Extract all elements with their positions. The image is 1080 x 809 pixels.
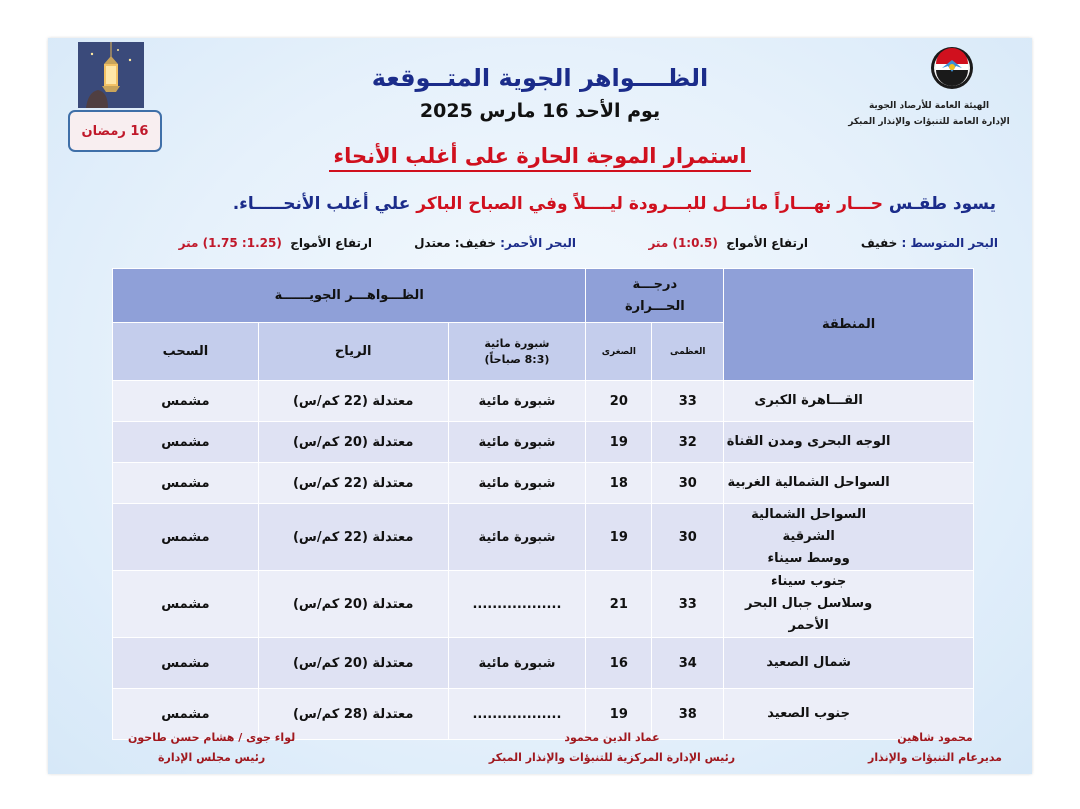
max-temp: 34 [652,638,724,689]
wind-cell: معتدلة (20 كم/س) [258,571,448,638]
max-temp: 30 [652,463,724,504]
region-name: الوجه البحرى ومدن القناة [726,434,891,449]
mediterranean-sea-state [861,236,998,250]
signature-right-name: محمود شاهين [897,731,973,744]
org-line-2: الإدارة العامة للتنبؤات والإنذار المبكر [848,117,1010,127]
fog-cell: .................. [448,571,586,638]
med-waves-label: ارتفاع الأمواج [726,236,808,250]
region-cell [724,571,974,638]
signature-left-name: لواء جوى / هشام حسن طاحون [128,731,296,744]
wind-cell: معتدلة (22 كم/س) [258,381,448,422]
med-sea-value: خفيف [860,236,898,250]
signature-center-name: عماد الدين محمود [564,731,660,744]
signature-right-title: مديرعام التنبؤات والإنذار [868,751,1002,764]
mediterranean-waves [648,236,808,250]
fog-cell: شبورة مائية [448,504,586,571]
summary-part-3: علي أغلب الأنحـــــاء. [232,194,411,214]
region-name: السواحل الشمالية الشرقية [751,507,867,544]
med-waves-value: (1:0.5) متر [648,236,718,250]
header-region: المنطقة [724,269,974,381]
fog-cell: شبورة مائية [448,422,586,463]
header-phenomena: الظـــواهـــر الجويــــــة [113,269,586,323]
region-name: القـــاهرة الكبرى [754,393,863,408]
red-sea-waves [179,236,372,250]
region-name-line-2: ووسط سيناء [767,551,850,566]
region-name: شمال الصعيد [766,655,851,670]
region-name: جنوب الصعيد [767,706,850,721]
forecast-bulletin [48,38,1032,774]
region-cell [724,381,974,422]
wind-cell: معتدلة (22 كم/س) [258,504,448,571]
min-temp: 20 [586,381,652,422]
signature-center-title: رئيس الإدارة المركزية للتنبؤات والإنذار المبكر [488,751,736,764]
min-temp: 21 [586,571,652,638]
max-temp: 32 [652,422,724,463]
clouds-cell: مشمس [113,571,259,638]
max-temp: 38 [652,689,724,740]
region-cell [724,504,974,571]
table-row [113,381,974,422]
wind-cell: معتدلة (20 كم/س) [258,422,448,463]
region-cell [724,463,974,504]
fog-cell: .................. [448,689,586,740]
header-clouds: السحب [113,323,259,381]
table-body [113,381,974,740]
fog-cell: شبورة مائية [448,463,586,504]
header-fog [448,323,586,381]
table-row [113,571,974,638]
max-temp: 33 [652,571,724,638]
fog-cell: شبورة مائية [448,381,586,422]
forecast-table [112,268,974,740]
min-temp: 19 [586,422,652,463]
table-row [113,638,974,689]
wind-cell: معتدلة (28 كم/س) [258,689,448,740]
clouds-cell: مشمس [113,463,259,504]
red-sea-state [414,236,576,250]
header-wind: الرياح [258,323,448,381]
min-temp: 18 [586,463,652,504]
region-name-line-2: وسلاسل جبال البحر الأحمر [745,596,873,633]
org-line-1: الهيئة العامة للأرصاد الجوية [868,101,990,111]
header-max: العظمى [652,323,724,381]
med-sea-label: البحر المتوسط : [897,236,998,250]
headline [48,144,1032,168]
header-fog-line-1: شبورة مائية [484,336,550,350]
min-temp: 19 [586,504,652,571]
min-temp: 16 [586,638,652,689]
red-sea-label: البحر الأحمر: [496,236,576,250]
headline-text: استمرار الموجة الحارة على أغلب الأنحاء [329,144,750,172]
wind-cell: معتدلة (22 كم/س) [258,463,448,504]
fog-cell: شبورة مائية [448,638,586,689]
signature-right [868,728,1002,768]
clouds-cell: مشمس [113,504,259,571]
min-temp: 19 [586,689,652,740]
header-temperature [586,269,724,323]
table-row [113,463,974,504]
page-title: الظــــواهر الجوية المتــوقعة [371,64,709,92]
signature-center [472,728,752,768]
clouds-cell: مشمس [113,638,259,689]
summary-part-2: حـــار نهـــاراً مائـــل للبـــرودة ليــــلاً وفي الصباح الباكر [410,194,883,214]
clouds-cell: مشمس [113,689,259,740]
header-min: الصغرى [586,323,652,381]
red-waves-value: (1.25: 1.75) متر [178,236,282,250]
region-name: السواحل الشمالية الغربية [727,475,890,490]
summary-part-1: يسود طقـس [883,194,996,214]
table-row [113,504,974,571]
max-temp: 33 [652,381,724,422]
header-fog-line-2: (8:3 صباحاً) [484,352,550,366]
red-waves-label: ارتفاع الأمواج [290,236,372,250]
clouds-cell: مشمس [113,422,259,463]
header-temp-line-2: الحـــرارة [624,298,685,314]
max-temp: 30 [652,504,724,571]
red-sea-value: خفيف: معتدل [414,236,496,250]
header-temp-line-1: درجـــة [632,276,678,292]
clouds-cell: مشمس [113,381,259,422]
ramadan-day-badge: 16 رمضان [68,110,162,152]
wind-cell: معتدلة (20 كم/س) [258,638,448,689]
forecast-date: يوم الأحد 16 مارس 2025 [419,100,661,122]
table-row [113,422,974,463]
region-cell [724,638,974,689]
region-cell [724,422,974,463]
weather-summary [233,194,996,214]
region-name: جنوب سيناء [770,574,847,589]
signature-left-title: رئيس مجلس الإدارة [158,751,266,764]
signature-left [128,728,295,768]
